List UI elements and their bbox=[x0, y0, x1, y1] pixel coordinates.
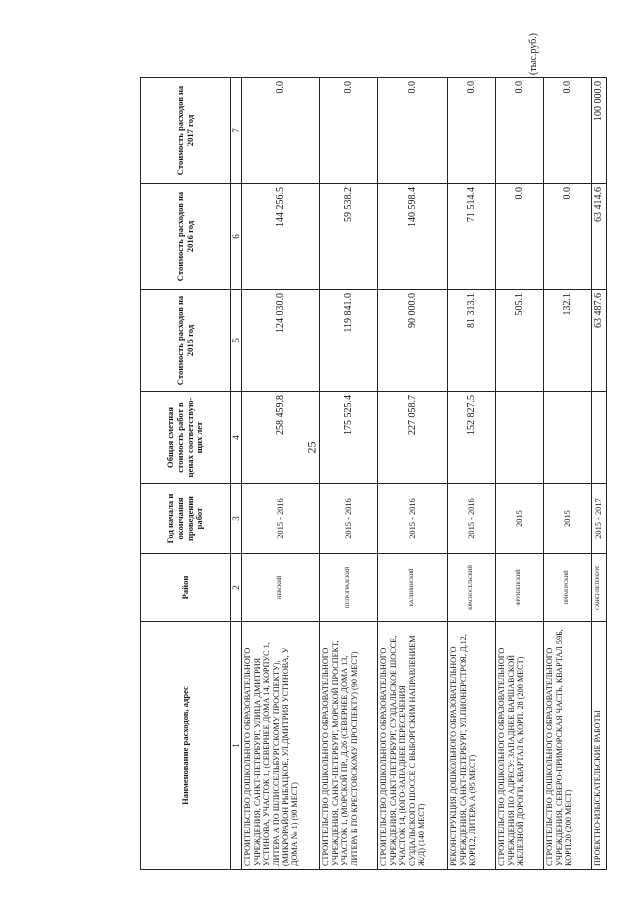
row-district: КАЛИНИНСКИЙ bbox=[378, 554, 448, 622]
row-total: 175 525.4 bbox=[320, 392, 378, 484]
row-district: НЕВСКИЙ bbox=[242, 554, 320, 622]
row-total: 152 827.5 bbox=[448, 392, 496, 484]
row-period: 2015 - 2016 bbox=[448, 484, 496, 554]
row-2015: 124 030.0 bbox=[242, 290, 320, 392]
row-district: ПЕТРОГРАДСКИЙ bbox=[320, 554, 378, 622]
header-period: Год начала и окончания проведения работ bbox=[141, 484, 231, 554]
row-2017: 0.0 bbox=[378, 78, 448, 184]
row-period: 2015 - 2016 bbox=[320, 484, 378, 554]
row-2015: 63 487.6 bbox=[592, 290, 607, 392]
row-2017: 0.0 bbox=[448, 78, 496, 184]
header-row bbox=[141, 78, 231, 870]
row-2017: 0.0 bbox=[544, 78, 592, 184]
table-row bbox=[320, 78, 378, 870]
column-number: 4 bbox=[231, 392, 242, 484]
row-2016: 71 514.4 bbox=[448, 184, 496, 290]
row-2015: 90 000.0 bbox=[378, 290, 448, 392]
row-2017: 0.0 bbox=[320, 78, 378, 184]
row-total: 258 459.8 bbox=[242, 392, 320, 484]
row-2017: 100 000.0 bbox=[592, 78, 607, 184]
column-number: 6 bbox=[231, 184, 242, 290]
row-district: САНКТ-ПЕТЕРБУРГ bbox=[592, 554, 607, 622]
table-row bbox=[378, 78, 448, 870]
column-number: 2 bbox=[231, 554, 242, 622]
row-2016: 63 414.6 bbox=[592, 184, 607, 290]
row-2016: 0.0 bbox=[544, 184, 592, 290]
row-2017: 0.0 bbox=[496, 78, 544, 184]
header-2016: Стоимость расходов на 2016 год bbox=[141, 184, 231, 290]
table-row bbox=[544, 78, 592, 870]
row-name: СТРОИТЕЛЬСТВО ДОШКОЛЬНОГО ОБРАЗОВАТЕЛЬНОГО УЧРЕЖДЕНИЯ, СЕВЕРО-ПРИМОРСКАЯ ЧАСТЬ, КВАРТАЛ 59Б, КОРП.20 (200 МЕСТ) bbox=[544, 622, 592, 870]
row-district: ФРУНЗЕНСКИЙ bbox=[496, 554, 544, 622]
row-2016: 59 538.2 bbox=[320, 184, 378, 290]
header-district: Район bbox=[141, 554, 231, 622]
row-2017: 0.0 bbox=[242, 78, 320, 184]
row-2016: 144 256.5 bbox=[242, 184, 320, 290]
header-name: Наименование расходов, адрес bbox=[141, 622, 231, 870]
row-name: СТРОИТЕЛЬСТВО ДОШКОЛЬНОГО ОБРАЗОВАТЕЛЬНОГО УЧРЕЖДЕНИЯ, САНКТ-ПЕТЕРБУРГ, СУЗДАЛЬСКОЕ ШОССЕ, УЧАСТОК 14, (ЮГО-ЗАПАДНЕЕ ПЕРЕСЕЧЕНИЯ СУЗДАЛЬСКОГО ШОССЕ С ВЫБОРГСКИМ НАПРАВЛЕНИЕМ Ж/Д) (140 МЕСТ) bbox=[378, 622, 448, 870]
column-number: 7 bbox=[231, 78, 242, 184]
row-2016: 0.0 bbox=[496, 184, 544, 290]
row-2015: 81 313.1 bbox=[448, 290, 496, 392]
row-name: СТРОИТЕЛЬСТВО ДОШКОЛЬНОГО ОБРАЗОВАТЕЛЬНОГО УЧРЕЖДЕНИЯ, САНКТ-ПЕТЕРБУРГ, УЛИЦА ДМИТРИЯ УСТИНОВА, УЧАСТОК 1, (СЕВЕРНЕЕ ДОМА 14, КОРПУС 1, ЛИТЕРА А ПО ШЛИССЕЛЬБУРГСКОМУ ПРОСПЕКТУ), (МИКРОРАЙОН РЫБАЦКОЕ, УЛ.ДМИТРИЯ УСТИНОВА, У ДОМА № 1) (90 МЕСТ) bbox=[242, 622, 320, 870]
row-name: СТРОИТЕЛЬСТВО ДОШКОЛЬНОГО ОБРАЗОВАТЕЛЬНОГО УЧРЕЖДЕНИЯ, САНКТ-ПЕТЕРБУРГ, МОРСКОЙ ПРОСПЕКТ, УЧАСТОК 1, (МОРСКОЙ ПР., Д.26 (СЕВЕРНЕЕ ДОМА 13, ЛИТЕРА Б ПО КРЕСТОВСКОМУ ПРОСПЕКТУ) (90 МЕСТ) bbox=[320, 622, 378, 870]
row-period: 2015 - 2016 bbox=[378, 484, 448, 554]
row-period: 2015 bbox=[544, 484, 592, 554]
row-total bbox=[592, 392, 607, 484]
table-row bbox=[592, 78, 607, 870]
row-name: ПРОЕКТНО-ИЗЫСКАТЕЛЬСКИЕ РАБОТЫ bbox=[592, 622, 607, 870]
row-2015: 119 841.0 bbox=[320, 290, 378, 392]
row-district: ПРИМОРСКИЙ bbox=[544, 554, 592, 622]
row-period: 2015 - 2016 bbox=[242, 484, 320, 554]
expenses-table bbox=[140, 77, 607, 870]
header-2015: Стоимость расходов на 2015 год bbox=[141, 290, 231, 392]
row-period: 2015 bbox=[496, 484, 544, 554]
unit-note: (тыс.руб.) bbox=[528, 32, 539, 75]
row-name: СТРОИТЕЛЬСТВО ДОШКОЛЬНОГО ОБРАЗОВАТЕЛЬНОГО УЧРЕЖДЕНИЯ ПО АДРЕСУ: ЗАПАДНЕЕ ВАРШАВСКОЙ ЖЕЛЕЗНОЙ ДОРОГИ, КВАРТАЛ 6, КОРП. 28 (200 МЕСТ) bbox=[496, 622, 544, 870]
header-2017: Стоимость расходов на 2017 год bbox=[141, 78, 231, 184]
column-number: 3 bbox=[231, 484, 242, 554]
column-number: 5 bbox=[231, 290, 242, 392]
header-total: Общая сметная стоимость работ в ценах соответствую-щих лет bbox=[141, 392, 231, 484]
row-name: РЕКОНСТРУКЦИЯ ДОШКОЛЬНОГО ОБРАЗОВАТЕЛЬНОГО УЧРЕЖДЕНИЯ, САНКТ-ПЕТЕРБУРГ, УЛ.ПИОНЕРСТРОЯ, Д.12, КОРП.2, ЛИТЕРА А (95 МЕСТ) bbox=[448, 622, 496, 870]
row-2015: 505.1 bbox=[496, 290, 544, 392]
table-row bbox=[242, 78, 320, 870]
page-number: 25 bbox=[304, 441, 319, 454]
row-total: 227 058.7 bbox=[378, 392, 448, 484]
column-number: 1 bbox=[231, 622, 242, 870]
row-total bbox=[544, 392, 592, 484]
row-period: 2015 - 2017 bbox=[592, 484, 607, 554]
table-row bbox=[496, 78, 544, 870]
rotated-table-container bbox=[140, 78, 605, 870]
table-row bbox=[448, 78, 496, 870]
column-number-row bbox=[231, 78, 242, 870]
row-total bbox=[496, 392, 544, 484]
row-district: КРАСНОСЕЛЬСКИЙ bbox=[448, 554, 496, 622]
row-2015: 132.1 bbox=[544, 290, 592, 392]
row-2016: 140 598.4 bbox=[378, 184, 448, 290]
